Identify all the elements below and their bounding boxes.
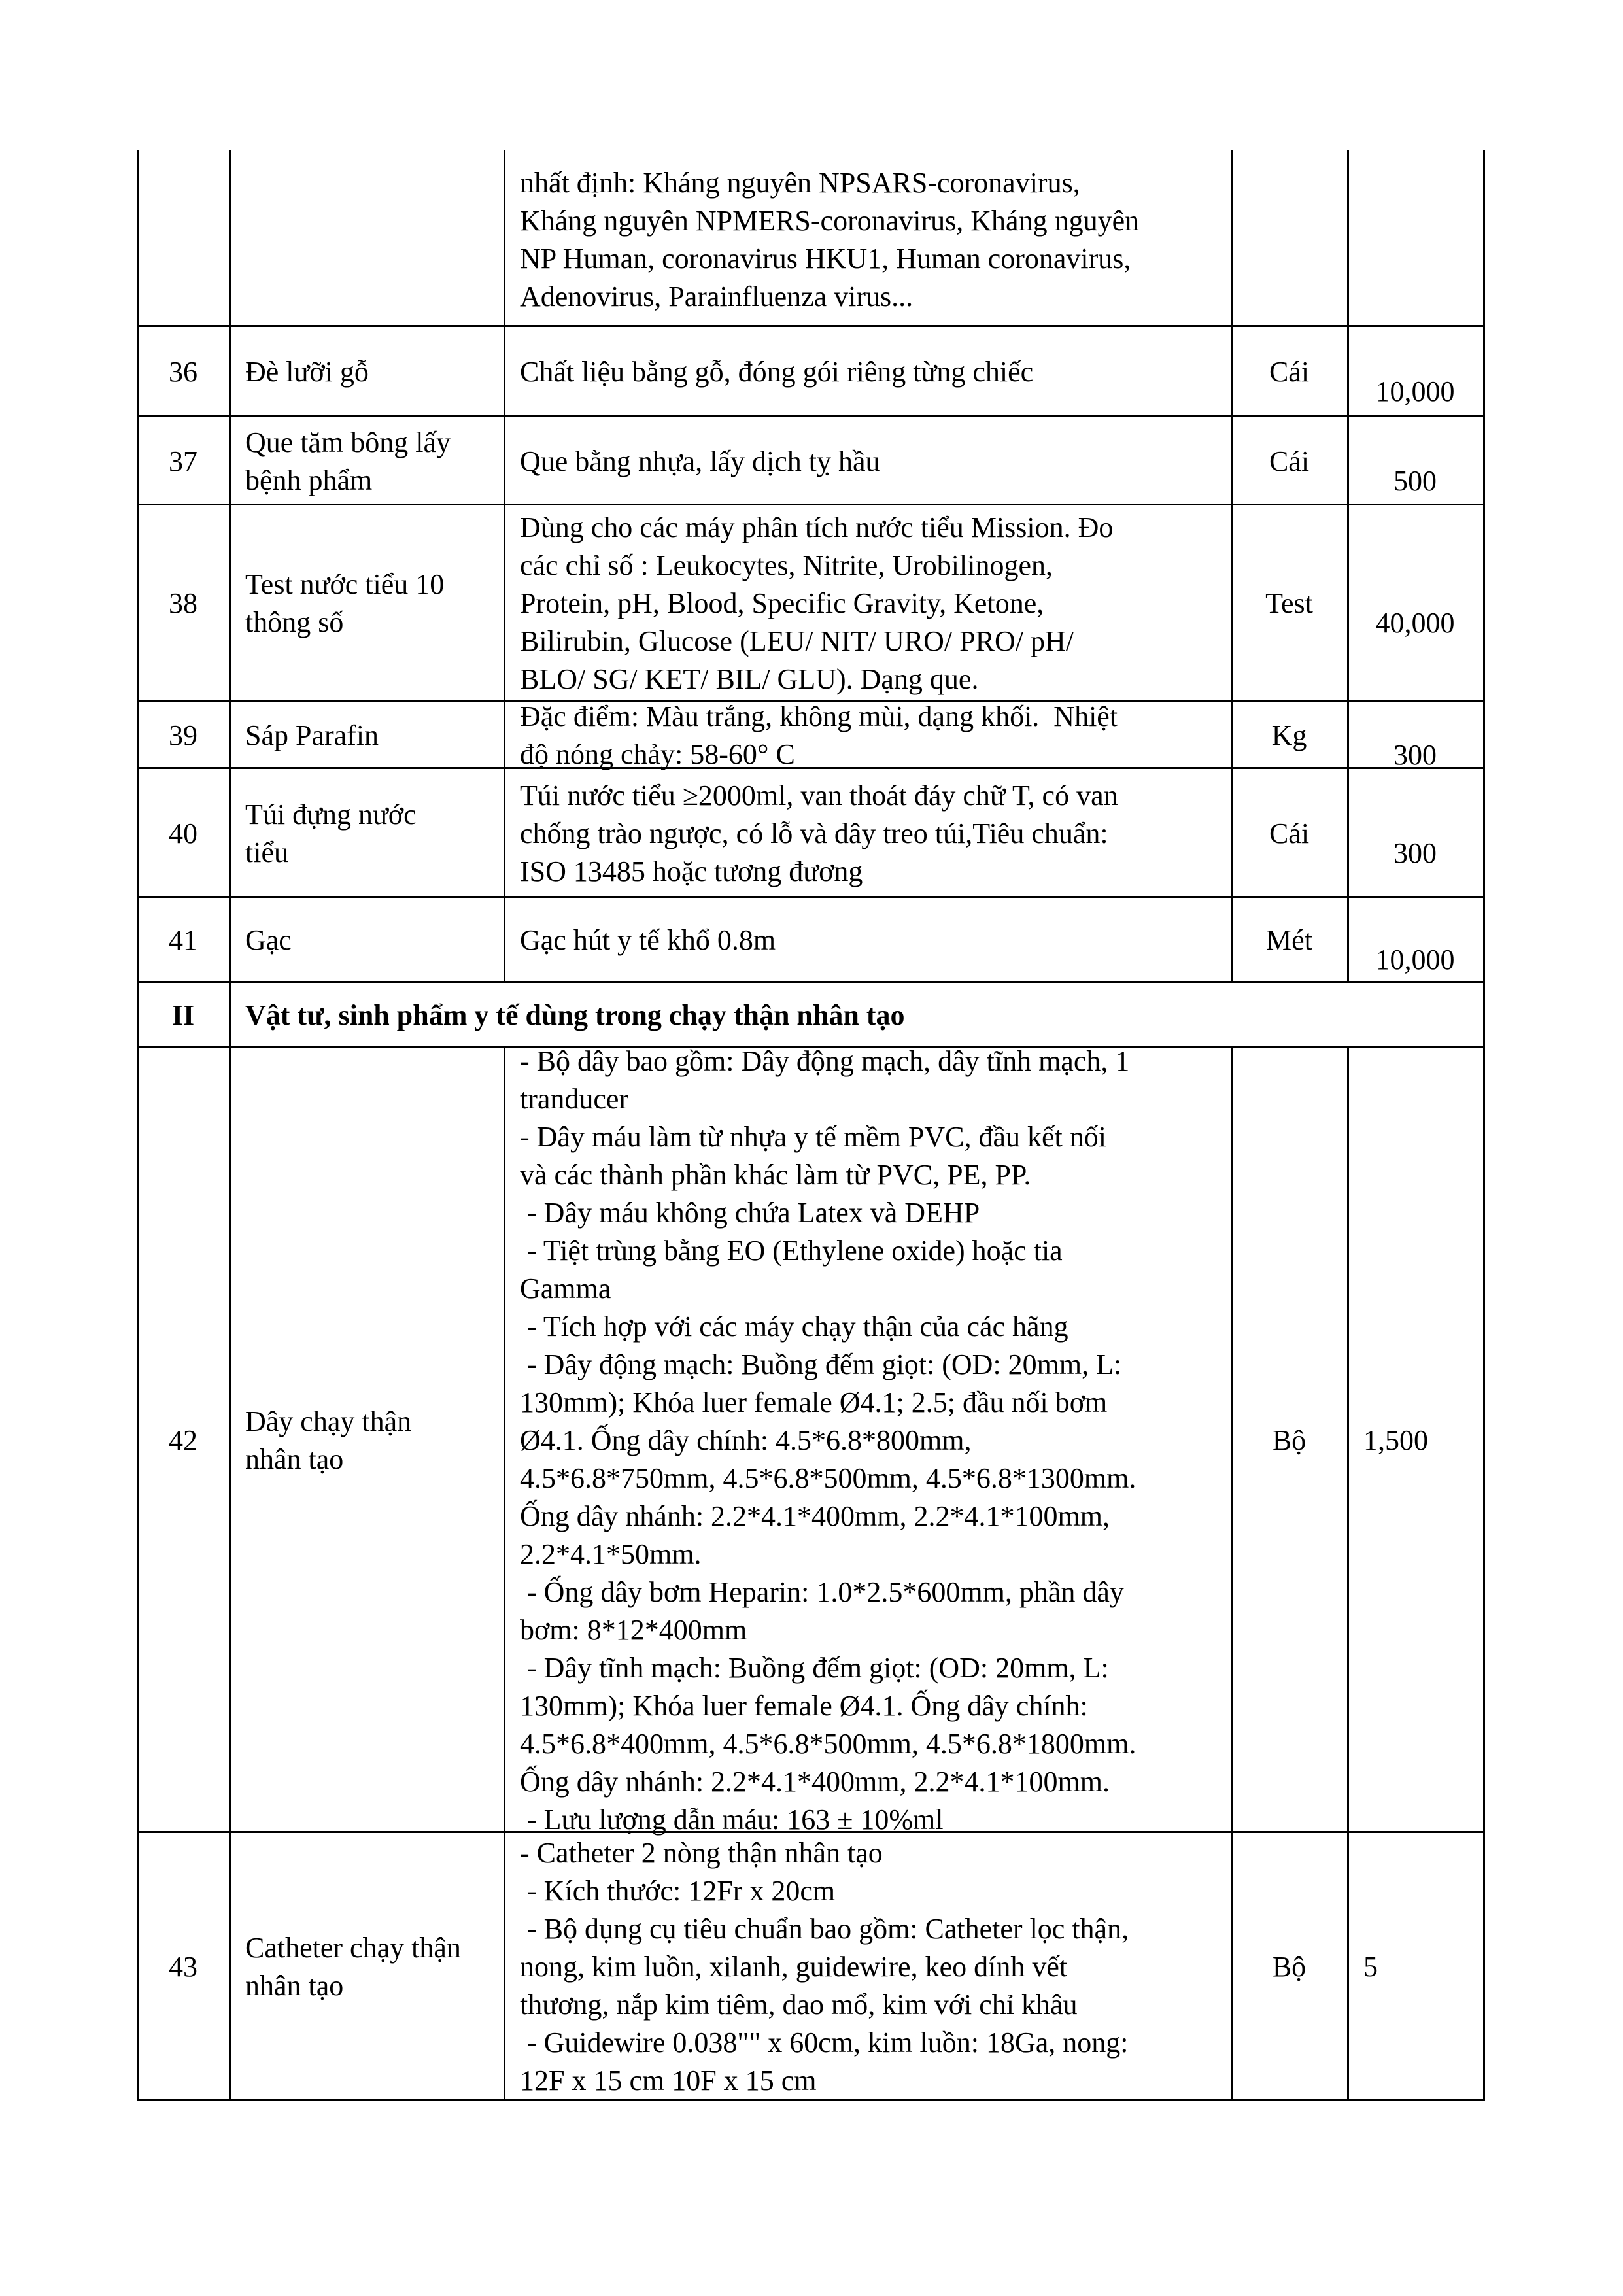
table-rule <box>1483 981 1485 1048</box>
item-specification: - Dây động mạch: Buồng đếm giọt: (OD: 20mm, L: <box>520 1348 1122 1380</box>
unit: Kg <box>1271 719 1307 751</box>
item-specification: 4.5*6.8*750mm, 4.5*6.8*500mm, 4.5*6.8*1300mm. <box>520 1462 1136 1494</box>
quantity: 10,000 <box>1375 375 1455 407</box>
item-name: Đè lưỡi gỗ <box>245 356 369 388</box>
quantity: 300 <box>1393 739 1437 771</box>
item-specification: - Bộ dụng cụ tiêu chuẩn bao gồm: Catheter lọc thận, <box>520 1913 1129 1945</box>
item-specification: Kháng nguyên NPMERS-coronavirus, Kháng nguyên <box>520 205 1140 237</box>
item-name: Sáp Parafin <box>245 719 379 751</box>
unit: Cái <box>1269 445 1310 477</box>
table-rule <box>1347 1831 1349 2101</box>
item-specification: 130mm); Khóa luer female Ø4.1. Ống dây chính: <box>520 1690 1088 1722</box>
item-name: nhân tạo <box>245 1970 344 2002</box>
quantity: 10,000 <box>1375 944 1455 976</box>
unit: Cái <box>1269 356 1310 388</box>
quantity: 1,500 <box>1363 1424 1428 1456</box>
item-specification: Túi nước tiểu ≥2000ml, van thoát đáy chữ T, có van <box>520 780 1118 812</box>
item-name: Dây chạy thận <box>245 1405 412 1437</box>
table-rule <box>1347 1046 1349 1833</box>
item-specification: - Bộ dây bao gồm: Dây động mạch, dây tĩnh mạch, 1 <box>520 1045 1130 1077</box>
item-specification: 4.5*6.8*400mm, 4.5*6.8*500mm, 4.5*6.8*1800mm. <box>520 1728 1136 1760</box>
table-rule <box>1483 1046 1485 1833</box>
table-rule <box>504 896 505 983</box>
row-number: 36 <box>169 356 197 388</box>
row-number: 43 <box>169 1951 197 1983</box>
item-specification: Ø4.1. Ống dây chính: 4.5*6.8*800mm, <box>520 1424 972 1456</box>
item-specification: BLO/ SG/ KET/ BIL/ GLU). Dạng que. <box>520 663 979 695</box>
item-name: Que tăm bông lấy <box>245 426 451 458</box>
item-specification: Gamma <box>520 1273 611 1305</box>
item-specification: - Dây máu làm từ nhựa y tế mềm PVC, đầu kết nối <box>520 1121 1106 1153</box>
table-rule <box>137 504 1485 505</box>
item-specification: - Lưu lượng dẫn máu: 163 ± 10%ml <box>520 1804 944 1836</box>
item-name: Vật tư, sinh phẩm y tế dùng trong chạy thận nhân tạo <box>245 999 905 1031</box>
table-rule <box>1483 415 1485 505</box>
table-rule <box>229 981 231 1048</box>
item-specification: tranducer <box>520 1083 629 1115</box>
item-specification: ISO 13485 hoặc tương đương <box>520 855 863 887</box>
table-rule <box>504 150 505 327</box>
table-rule <box>504 1831 505 2101</box>
item-specification: - Tiệt trùng bằng EO (Ethylene oxide) hoặc tia <box>520 1235 1063 1267</box>
table-rule <box>1483 1831 1485 2101</box>
table-rule <box>229 504 231 702</box>
table-rule <box>229 325 231 417</box>
row-number: 38 <box>169 587 197 619</box>
item-name: Catheter chạy thận <box>245 1932 461 1964</box>
item-specification: - Dây máu không chứa Latex và DEHP <box>520 1197 980 1229</box>
row-number: 42 <box>169 1424 197 1456</box>
unit: Cái <box>1269 817 1310 849</box>
table-rule <box>1483 896 1485 983</box>
item-name: nhân tạo <box>245 1443 344 1475</box>
table-rule <box>504 767 505 898</box>
item-specification: nong, kim luồn, xilanh, guidewire, keo dính vết <box>520 1951 1068 1983</box>
table-rule <box>504 1046 505 1833</box>
item-specification: chống trào ngược, có lỗ và dây treo túi,Tiêu chuẩn: <box>520 817 1108 849</box>
table-rule <box>504 415 505 505</box>
table-rule <box>1347 504 1349 702</box>
unit: Bộ <box>1272 1424 1307 1456</box>
item-specification: - Ống dây bơm Heparin: 1.0*2.5*600mm, phần dây <box>520 1576 1124 1608</box>
item-specification: Chất liệu bằng gỗ, đóng gói riêng từng chiếc <box>520 356 1034 388</box>
table-rule <box>137 981 1485 983</box>
item-specification: Dùng cho các máy phân tích nước tiểu Mission. Đo <box>520 511 1114 543</box>
table-rule <box>1483 700 1485 769</box>
row-number: 40 <box>169 817 197 849</box>
table-rule <box>229 1046 231 1833</box>
item-specification: Ống dây nhánh: 2.2*4.1*400mm, 2.2*4.1*100mm. <box>520 1766 1110 1798</box>
row-number: 41 <box>169 924 197 956</box>
item-specification: NP Human, coronavirus HKU1, Human coronavirus, <box>520 243 1131 275</box>
unit: Bộ <box>1272 1951 1307 1983</box>
table-rule <box>229 700 231 769</box>
unit: Mét <box>1266 924 1312 956</box>
table-rule <box>504 504 505 702</box>
quantity: 40,000 <box>1375 607 1455 639</box>
table-rule <box>1483 504 1485 702</box>
item-name: bệnh phẩm <box>245 464 373 496</box>
table-rule <box>504 700 505 769</box>
table-rule <box>1483 767 1485 898</box>
item-name: thông số <box>245 606 344 638</box>
item-specification: các chỉ số : Leukocytes, Nitrite, Urobilinogen, <box>520 549 1053 581</box>
table-rule <box>229 150 231 327</box>
item-specification: Que bằng nhựa, lấy dịch tỵ hầu <box>520 445 880 477</box>
table-rule <box>137 415 1485 417</box>
table-rule <box>137 767 1485 769</box>
item-specification: 12F x 15 cm 10F x 15 cm <box>520 2065 817 2097</box>
item-specification: Ống dây nhánh: 2.2*4.1*400mm, 2.2*4.1*100mm, <box>520 1500 1110 1532</box>
item-specification: thương, nắp kim tiêm, dao mổ, kim với chỉ khâu <box>520 1989 1078 2021</box>
item-specification: - Tích hợp với các máy chạy thận của các hãng <box>520 1311 1068 1343</box>
item-specification: 130mm); Khóa luer female Ø4.1; 2.5; đầu nối bơm <box>520 1386 1108 1418</box>
table-rule <box>137 150 139 327</box>
item-specification: Adenovirus, Parainfluenza virus... <box>520 281 914 313</box>
item-name: tiểu <box>245 836 288 868</box>
item-specification: - Catheter 2 nòng thận nhân tạo <box>520 1837 883 1869</box>
item-specification: - Guidewire 0.038"" x 60cm, kim luồn: 18Ga, nong: <box>520 2027 1129 2059</box>
item-specification: - Dây tĩnh mạch: Buồng đếm giọt: (OD: 20mm, L: <box>520 1652 1109 1684</box>
quantity: 500 <box>1393 465 1437 497</box>
row-number: II <box>171 999 195 1031</box>
table-rule <box>137 896 1485 898</box>
row-number: 39 <box>169 719 197 751</box>
item-specification: nhất định: Kháng nguyên NPSARS-coronavirus, <box>520 167 1080 199</box>
table-rule <box>229 415 231 505</box>
item-specification: bơm: 8*12*400mm <box>520 1614 747 1646</box>
row-number: 37 <box>169 445 197 477</box>
item-specification: và các thành phần khác làm từ PVC, PE, PP. <box>520 1159 1031 1191</box>
table-rule <box>1483 325 1485 417</box>
item-name: Test nước tiểu 10 <box>245 568 445 600</box>
item-name: Gạc <box>245 924 292 956</box>
table-rule <box>229 1831 231 2101</box>
item-name: Túi đựng nước <box>245 798 417 831</box>
unit: Test <box>1265 587 1313 619</box>
item-specification: Protein, pH, Blood, Specific Gravity, Ketone, <box>520 587 1044 619</box>
table-rule <box>137 325 1485 327</box>
item-specification: - Kích thước: 12Fr x 20cm <box>520 1875 836 1907</box>
quantity: 300 <box>1393 837 1437 869</box>
quantity: 5 <box>1363 1951 1378 1983</box>
item-specification: Đặc điểm: Màu trắng, không mùi, dạng khối. Nhiệt <box>520 700 1118 732</box>
table-rule <box>1347 767 1349 898</box>
table-rule <box>229 896 231 983</box>
table-rule <box>229 767 231 898</box>
table-rule <box>1483 150 1485 327</box>
item-specification: độ nóng chảy: 58-60° C <box>520 738 795 770</box>
table-rule <box>504 325 505 417</box>
table-rule <box>1347 150 1349 327</box>
item-specification: Bilirubin, Glucose (LEU/ NIT/ URO/ PRO/ pH/ <box>520 625 1074 657</box>
item-specification: Gạc hút y tế khổ 0.8m <box>520 924 776 956</box>
item-specification: 2.2*4.1*50mm. <box>520 1538 702 1570</box>
table-rule <box>1231 150 1233 327</box>
